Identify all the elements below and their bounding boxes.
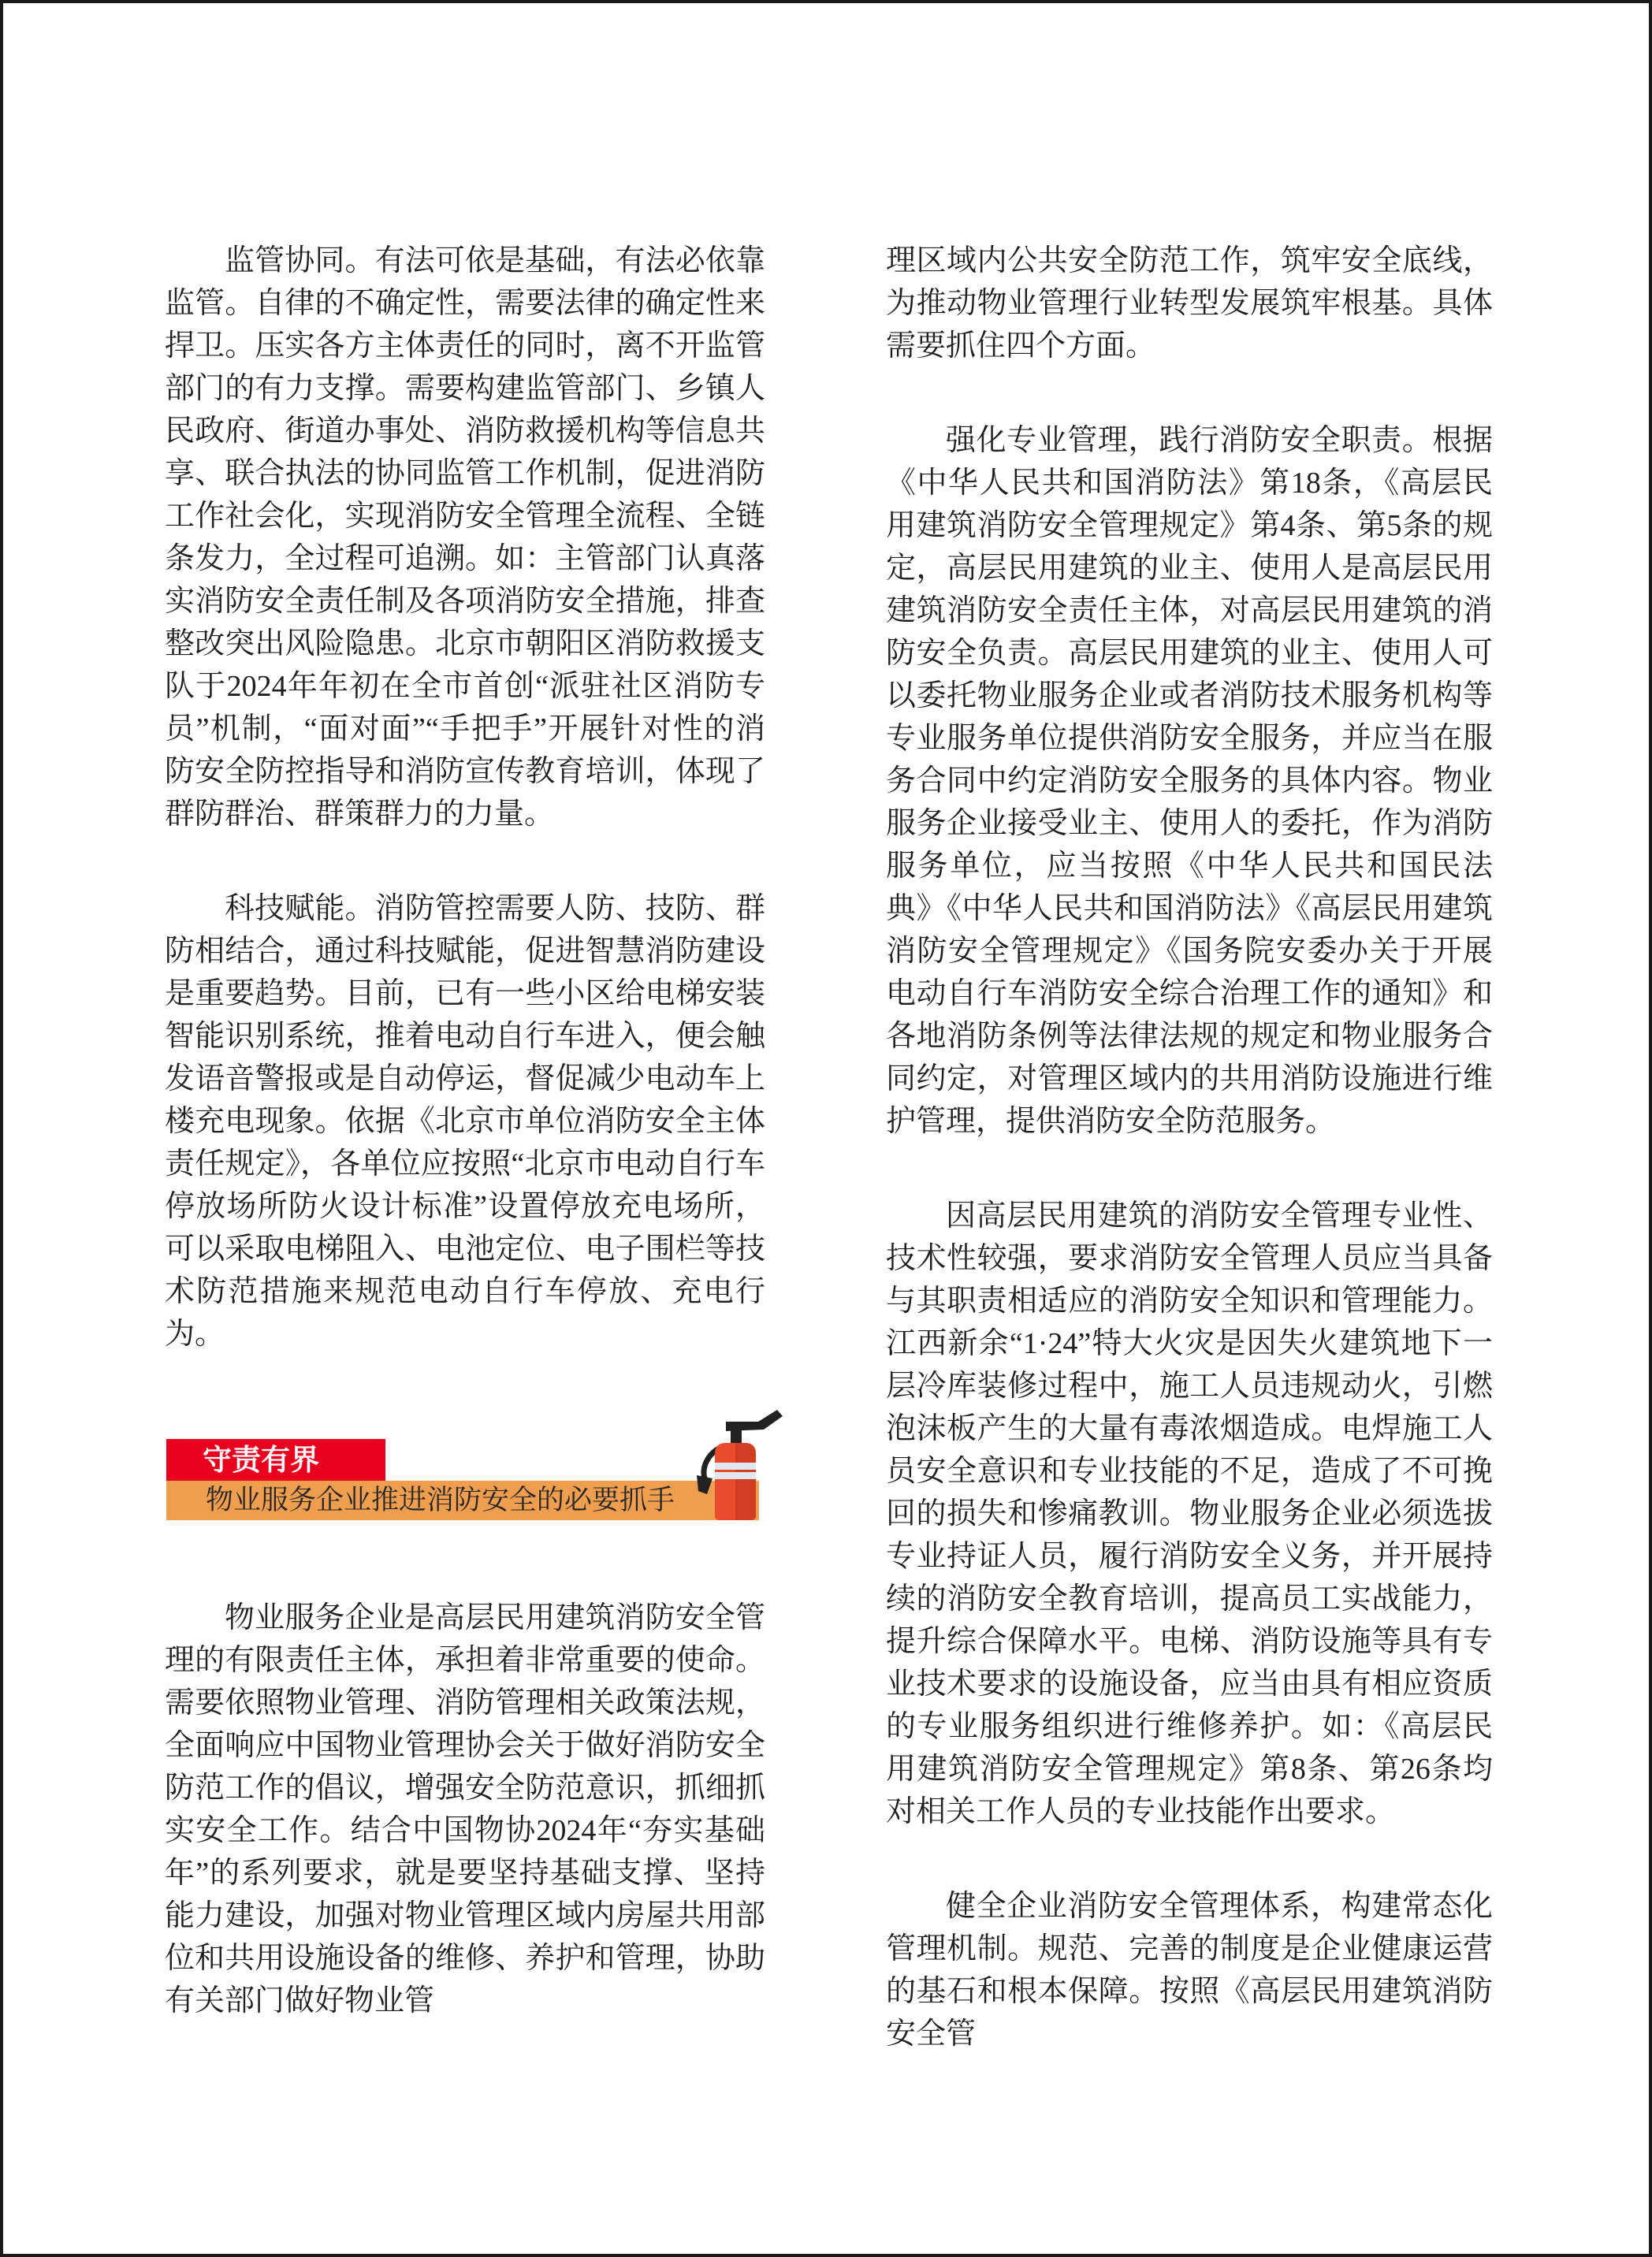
extinguisher-stripe [715,1463,756,1470]
left-column-tail [165,1597,765,2022]
left-column [165,240,765,1355]
paragraph: 健全企业消防安全管理体系，构建常态化管理机制。规范、完善的制度是企业健康运营的基石和根本保障。按照《高层民用建筑消防安全管 [886,1890,1493,2051]
extinguisher-handle [726,1410,783,1431]
right-column [886,240,1493,2055]
extinguisher-body-shade [735,1443,756,1520]
paragraph: 监管协同。有法可依是基础，有法必依靠监管。自律的不确定性，需要法律的确定性来捍卫。压实各方主体责任的同时，离不开监管部门的有力支撑。需要构建监管部门、乡镇人民政府、街道办事处、消防救援机构等信息共享、联合执法的协同监管工作机制，促进消防工作社会化，实现消防安全管理全流程、全链条发力，全过程可追溯。如：主管部门认真落实消防安全责任制及各项消防安全措施，排查整改突出风险隐患。北京市朝阳区消防救援支队于2024年年初在全市首创“派驻社区消防专员”机制，“面对面”“手把手”开展针对性的消防安全防控指导和消防宣传教育培训，体现了群防群治、群策群力的力量。 [165,244,765,831]
paragraph: 强化专业管理，践行消防安全职责。根据《中华人民共和国消防法》第18条，《高层民用建筑消防安全管理规定》第4条、第5条的规定，高层民用建筑的业主、使用人是高层民用建筑消防安全责任主体，对高层民用建筑的消防安全负责。高层民用建筑的业主、使用人可以委托物业服务企业或者消防技术服务机构等专业服务单位提供消防安全服务，并应当在服务合同中约定消防安全服务的具体内容。物业服务企业接受业主、使用人的委托，作为消防服务单位，应当按照《中华人民共和国民法典》《中华人民共和国消防法》《高层民用建筑消防安全管理规定》《国务院安委办关于开展电动自行车消防安全综合治理工作的通知》和各地消防条例等法律法规的规定和物业服务合同约定，对管理区域内的共用消防设施进行维护管理，提供消防安全防范服务。 [886,424,1493,1138]
fire-extinguisher-icon [689,1404,787,1524]
extinguisher-stripe [715,1472,756,1479]
paragraph: 物业服务企业是高层民用建筑消防安全管理的有限责任主体，承担着非常重要的使命。需要依照物业管理、消防管理相关政策法规，全面响应中国物业管理协会关于做好消防安全防范工作的倡议，增强安全防范意识，抓细抓实安全工作。结合中国物协2024年“夯实基础年”的系列要求，就是要坚持基础支撑、坚持能力建设，加强对物业管理区域内房屋共用部位和共用设施设备的维修、养护和管理，协助有关部门做好物业管 [165,1601,765,2017]
paragraph: 因高层民用建筑的消防安全管理专业性、技术性较强，要求消防安全管理人员应当具备与其职责相适应的消防安全知识和管理能力。江西新余“1·24”特大火灾是因失火建筑地下一层冷库装修过程中，施工人员违规动火，引燃泡沫板产生的大量有毒浓烟造成。电焊施工人员安全意识和专业技能的不足，造成了不可挽回的损失和惨痛教训。物业服务企业必须选拔专业持证人员，履行消防安全义务，并开展持续的消防安全教育培训，提高员工实战能力，提升综合保障水平。电梯、消防设施等具有专业技术要求的设施设备，应当由具有相应资质的专业服务组织进行维修养护。如：《高层民用建筑消防安全管理规定》第8条、第26条均对相关工作人员的专业技能作出要求。 [886,1199,1493,1828]
section-banner-title: 物业服务企业推进消防安全的必要抓手 [166,1481,759,1520]
paragraph: 科技赋能。消防管控需要人防、技防、群防相结合，通过科技赋能，促进智慧消防建设是重要趋势。目前，已有一些小区给电梯安装智能识别系统，推着电动自行车进入，便会触发语音警报或是自动停运，督促减少电动车上楼充电现象。依据《北京市单位消防安全主体责任规定》，各单位应按照“北京市电动自行车停放场所防火设计标准”设置停放充电场所，可以采取电梯阻入、电池定位、电子围栏等技术防范措施来规范电动自行车停放、充电行为。 [165,892,765,1351]
section-banner-tag: 守责有界 [166,1439,385,1481]
extinguisher-hose-nozzle [697,1475,713,1494]
paragraph: 理区域内公共安全防范工作，筑牢安全底线，为推动物业管理行业转型发展筑牢根基。具体需要抓住四个方面。 [886,244,1493,363]
